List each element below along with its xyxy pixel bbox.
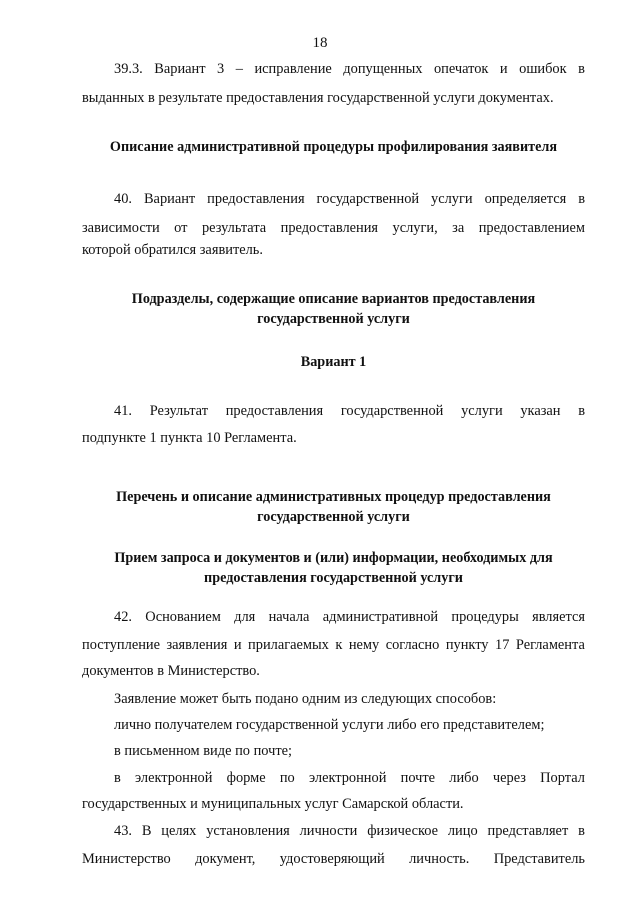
paragraph-41-line-1 xyxy=(114,397,585,426)
word: документ, xyxy=(195,851,256,867)
word: лицо xyxy=(447,823,478,839)
word: 17 xyxy=(495,637,510,653)
word: услуги xyxy=(431,191,473,207)
heading-procedures-line-2: государственной услуги xyxy=(257,509,410,525)
paragraph-43-line-2 xyxy=(82,845,585,874)
paragraph-42-line-6: в письменном виде по почте; xyxy=(114,743,292,759)
word: в xyxy=(578,61,585,77)
heading-reception-line-2: предоставления государственной услуги xyxy=(204,570,463,586)
paragraph-40-line-1 xyxy=(114,185,585,214)
word: личности xyxy=(299,823,358,839)
word: государственной xyxy=(340,403,444,419)
word: 3 xyxy=(217,61,225,77)
word: Результат xyxy=(149,403,208,419)
word: процедуры xyxy=(451,609,519,625)
word: Вариант xyxy=(154,61,206,77)
word: 42. xyxy=(114,609,132,625)
paragraph-42-line-2 xyxy=(82,631,585,660)
word: электронной xyxy=(135,770,213,786)
word: пункту xyxy=(445,637,489,653)
word: форме xyxy=(226,770,266,786)
paragraph-42-line-4: Заявление может быть подано одним из следующих способов: xyxy=(114,691,497,707)
heading-subsections-line-2: государственной услуги xyxy=(257,311,410,327)
word: исправление xyxy=(254,61,332,77)
word: для xyxy=(234,609,256,625)
paragraph-41-line-2: подпункте 1 пункта 10 Регламента. xyxy=(82,430,297,446)
paragraph-39-3-line-2: выданных в результате предоставления государственной услуги документах. xyxy=(82,90,554,106)
word: В xyxy=(141,823,152,839)
heading-profiling: Описание административной процедуры профилирования заявителя xyxy=(109,139,558,155)
word: прилагаемых xyxy=(248,637,329,653)
word: 43. xyxy=(114,823,132,839)
word: и xyxy=(233,637,242,653)
word: электронной xyxy=(308,770,387,786)
word: через xyxy=(492,770,526,786)
word: предоставления xyxy=(225,403,324,419)
word: поступление xyxy=(82,637,160,653)
word: Представитель xyxy=(493,851,585,867)
word: в xyxy=(114,770,121,786)
word: предоставлением xyxy=(478,220,585,236)
word: услуги xyxy=(461,403,503,419)
word: физическое xyxy=(367,823,439,839)
word: административной xyxy=(322,609,439,625)
word: в xyxy=(578,823,585,839)
word: услуги, xyxy=(392,220,438,236)
word: в xyxy=(578,191,585,207)
word: 40. xyxy=(114,191,132,207)
paragraph-42-line-7 xyxy=(114,764,585,793)
paragraph-43-line-1 xyxy=(114,817,585,846)
heading-subsections-line-1: Подразделы, содержащие описание вариантов предоставления xyxy=(131,291,536,307)
word: по xyxy=(279,770,295,786)
word: Вариант xyxy=(143,191,196,207)
word: Основанием xyxy=(145,609,221,625)
paragraph-40-line-3: которой обратился заявитель. xyxy=(82,242,263,258)
word: от xyxy=(174,220,188,236)
heading-procedures-line-1: Перечень и описание административных процедур предоставления xyxy=(116,489,551,505)
word: целях xyxy=(161,823,197,839)
word: Министерство xyxy=(82,851,171,867)
word: опечаток xyxy=(433,61,489,77)
word: ошибок xyxy=(519,61,567,77)
word: согласно xyxy=(385,637,440,653)
word: нему xyxy=(348,637,380,653)
word: заявления xyxy=(166,637,228,653)
word: удостоверяющий xyxy=(279,851,385,867)
word: допущенных xyxy=(343,61,423,77)
paragraph-39-3-line-1 xyxy=(114,55,585,84)
word: начала xyxy=(268,609,310,625)
paragraph-42-line-3: документов в Министерство. xyxy=(82,663,260,679)
word: государственной xyxy=(316,191,420,207)
word: представляет xyxy=(487,823,569,839)
word: и xyxy=(499,61,508,77)
paragraph-42-line-5: лично получателем государственной услуги либо его представителем; xyxy=(114,717,545,733)
word: предоставления xyxy=(280,220,379,236)
word: 39.3. xyxy=(114,61,143,77)
heading-variant-1: Вариант 1 xyxy=(300,354,367,370)
word: 41. xyxy=(114,403,132,419)
word: почте xyxy=(400,770,436,786)
word: Регламента xyxy=(515,637,585,653)
word: личность. xyxy=(409,851,470,867)
word: за xyxy=(452,220,465,236)
page-number: 18 xyxy=(312,35,328,51)
paragraph-42-line-8: государственных и муниципальных услуг Самарской области. xyxy=(82,796,464,812)
word: предоставления xyxy=(207,191,305,207)
word: определяется xyxy=(484,191,567,207)
word: к xyxy=(335,637,343,653)
word: указан xyxy=(520,403,561,419)
word: либо xyxy=(449,770,479,786)
paragraph-42-line-1 xyxy=(114,603,585,632)
word: Портал xyxy=(540,770,585,786)
word: результата xyxy=(201,220,267,236)
word: зависимости xyxy=(82,220,160,236)
heading-reception-line-1: Прием запроса и документов и (или) информации, необходимых для xyxy=(114,550,553,566)
word: установления xyxy=(206,823,290,839)
word: является xyxy=(532,609,585,625)
word: – xyxy=(235,61,243,77)
word: в xyxy=(578,403,585,419)
